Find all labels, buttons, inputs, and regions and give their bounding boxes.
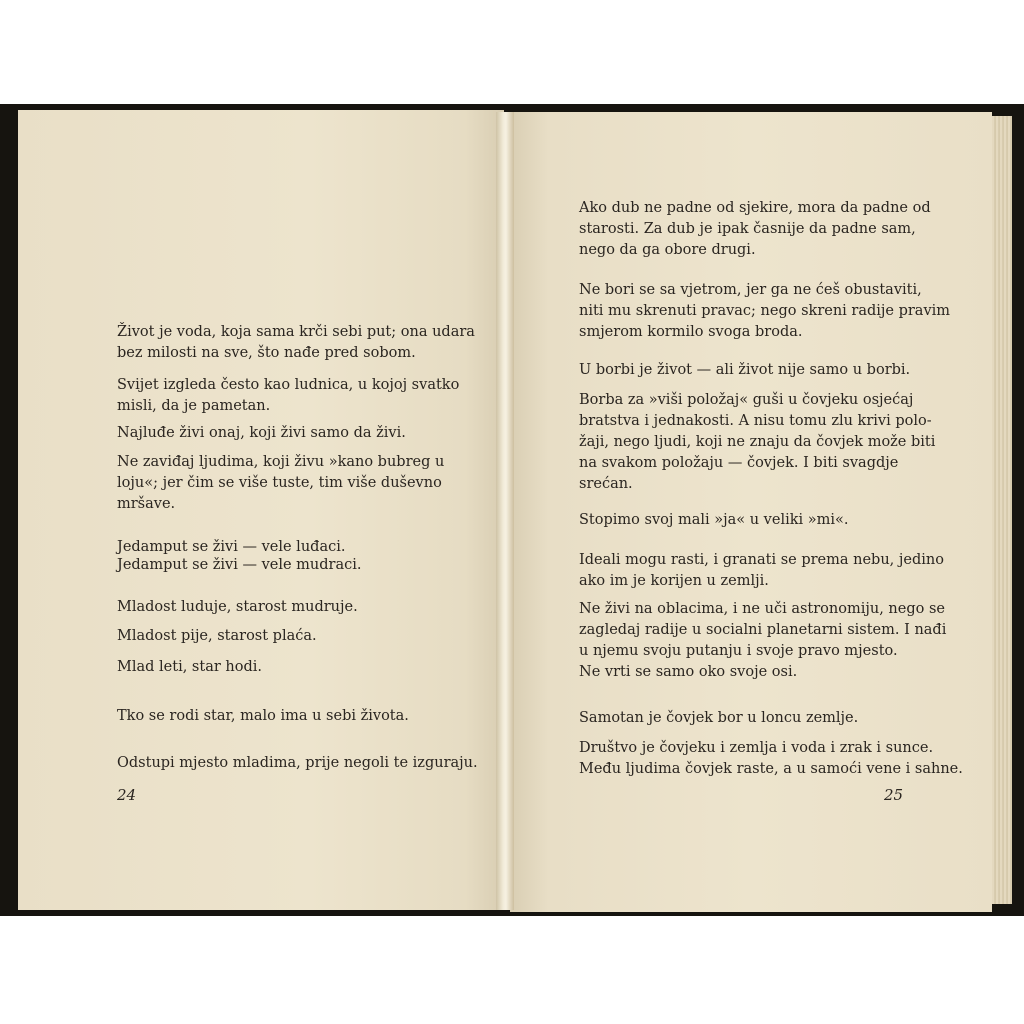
text-line: mršave. — [117, 496, 176, 512]
text-line: Život je voda, koja sama krči sebi put; ona udara — [117, 324, 475, 340]
text-line: Mlad leti, star hodi. — [117, 659, 262, 675]
text-line: Ako dub ne padne od sjekire, mora da padne od — [579, 200, 931, 216]
text-line: Ne vrti se samo oko svoje osi. — [579, 664, 798, 680]
text-line: loju«; jer čim se više tuste, tim više duševno — [117, 475, 442, 491]
text-line: Mladost luduje, starost mudruje. — [117, 599, 358, 615]
text-line: Najluđe živi onaj, koji živi samo da živi. — [117, 425, 406, 441]
text-line: niti mu skrenuti pravac; nego skreni radije pravim — [579, 303, 951, 319]
text-line: starosti. Za dub je ipak časnije da padne sam, — [579, 221, 916, 237]
text-line: smjerom kormilo svoga broda. — [579, 324, 803, 340]
text-line: zagledaj radije u socialni planetarni sistem. I nađi — [579, 622, 947, 638]
text-line: bez milosti na sve, što nađe pred sobom. — [117, 345, 416, 361]
page-number-right: 25 — [884, 786, 904, 804]
text-line: bratstva i jednakosti. A nisu tomu zlu krivi polo- — [579, 413, 932, 429]
text-line: Ne živi na oblacima, i ne uči astronomiju, nego se — [579, 601, 945, 617]
text-line: Odstupi mjesto mladima, prije negoli te izguraju. — [117, 755, 478, 771]
text-line: u njemu svoju putanju i svoje pravo mjesto. — [579, 643, 898, 659]
text-line: Među ljudima čovjek raste, a u samoći vene i sahne. — [579, 761, 963, 777]
text-line: Ne bori se sa vjetrom, jer ga ne ćeš obustaviti, — [579, 282, 922, 298]
text-line: Mladost pije, starost plaća. — [117, 628, 317, 644]
text-line: Jedamput se živi — vele luđaci. — [117, 539, 346, 555]
text-line: Stopimo svoj mali »ja« u veliki »mi«. — [579, 512, 849, 528]
text-line: ako im je korijen u zemlji. — [579, 573, 769, 589]
page-number-left: 24 — [117, 786, 137, 804]
text-line: Borba za »viši položaj« guši u čovjeku osjećaj — [579, 392, 914, 408]
text-line: Ideali mogu rasti, i granati se prema nebu, jedino — [579, 552, 944, 568]
text-line: Tko se rodi star, malo ima u sebi života. — [117, 708, 409, 724]
text-line: Jedamput se živi — vele mudraci. — [117, 557, 362, 573]
text-line: Ne zaviđaj ljudima, koji živu »kano bubreg u — [117, 454, 445, 470]
text-line: srećan. — [579, 476, 633, 492]
text-line: Samotan je čovjek bor u loncu zemlje. — [579, 710, 859, 726]
text-line: žaji, nego ljudi, koji ne znaju da čovjek može biti — [579, 434, 936, 450]
text-line: Svijet izgleda često kao ludnica, u kojoj svatko — [117, 377, 460, 393]
text-line: na svakom položaju — čovjek. I biti svagdje — [579, 455, 899, 471]
text-line: nego da ga obore drugi. — [579, 242, 756, 258]
text-line: Društvo je čovjeku i zemlja i voda i zrak i sunce. — [579, 740, 934, 756]
text-line: U borbi je život — ali život nije samo u borbi. — [579, 362, 911, 378]
text-line: misli, da je pametan. — [117, 398, 271, 414]
